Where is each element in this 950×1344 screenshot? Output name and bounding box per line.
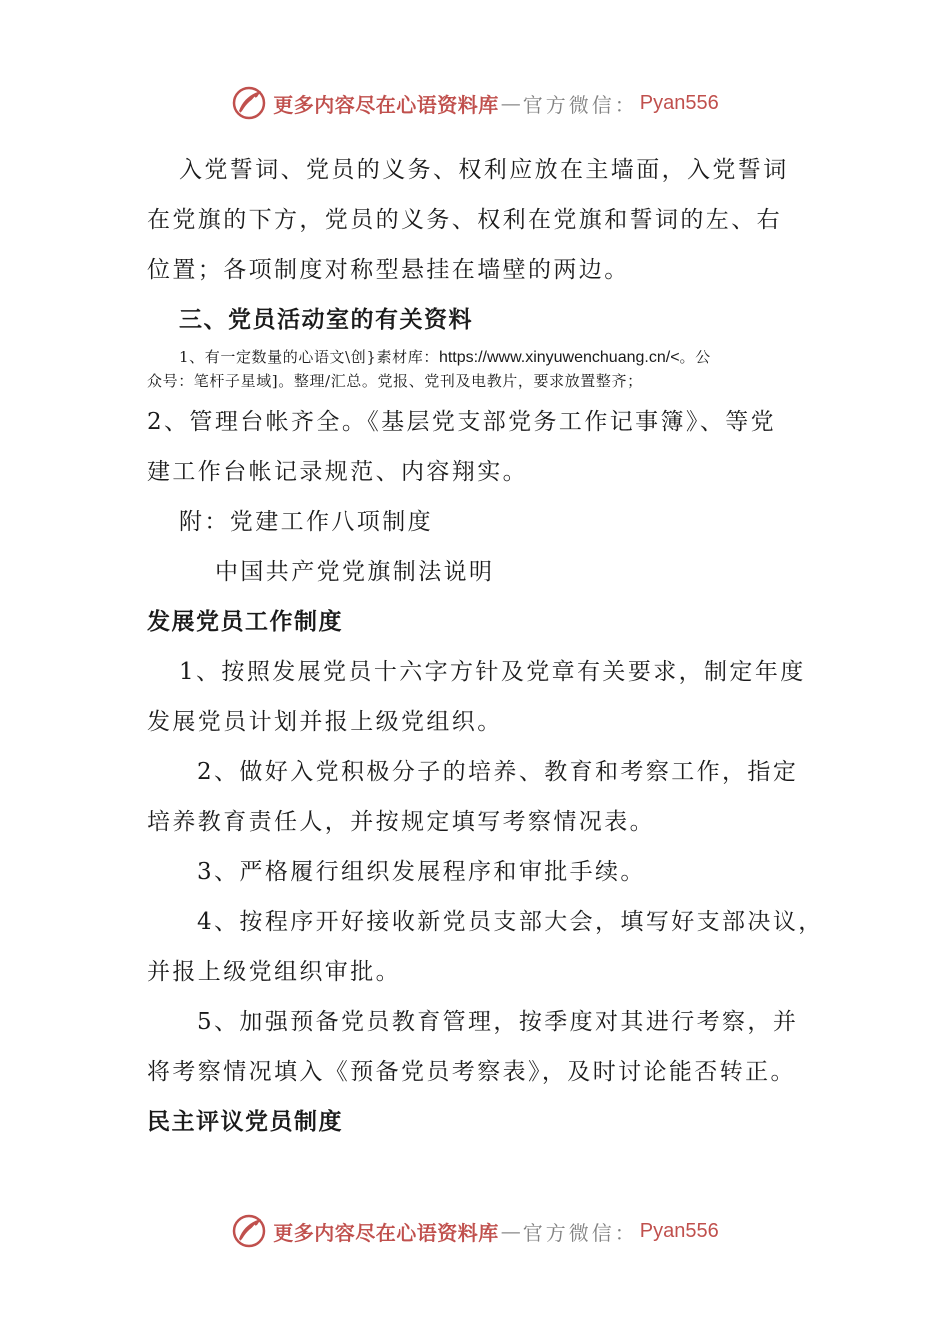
banner-main-text: 更多内容尽在心语资料库 xyxy=(273,92,499,117)
banner-wechat-id: Pyan556 xyxy=(639,91,719,114)
paragraph-line: 将考察情况填入《预备党员考察表》，及时讨论能否转正。 xyxy=(147,1059,796,1085)
header-banner xyxy=(0,78,950,128)
pen-logo-icon xyxy=(231,1213,267,1249)
pen-logo-icon xyxy=(231,85,267,121)
appendix-title: 附：党建工作八项制度 xyxy=(179,509,433,535)
banner-separator: — xyxy=(500,1219,521,1243)
note-line: 众号：笔杆子星域]。整理/汇总。党报、党刊及电教片，要求放置整齐； xyxy=(147,372,643,390)
section-heading: 三、党员活动室的有关资料 xyxy=(179,307,473,333)
paragraph-line: 2、做好入党积极分子的培养、教育和考察工作，指定 xyxy=(197,759,799,785)
banner-wechat-label: 官方微信： xyxy=(522,92,638,117)
paragraph-line: 并报上级党组织审批。 xyxy=(147,959,401,985)
note-text: 。公 xyxy=(679,348,711,366)
website-link[interactable]: https://www.xinyuwenchuang.cn/< xyxy=(438,349,680,366)
paragraph-line: 建工作台帐记录规范、内容翔实。 xyxy=(147,459,528,485)
section-heading: 发展党员工作制度 xyxy=(147,609,343,635)
paragraph-line: 3、严格履行组织发展程序和审批手续。 xyxy=(197,859,646,885)
paragraph-line: 4、按程序开好接收新党员支部大会，填写好支部决议， xyxy=(197,909,824,935)
paragraph-line: 位置；各项制度对称型悬挂在墙壁的两边。 xyxy=(147,257,630,283)
note-line xyxy=(147,345,827,369)
banner-main-text: 更多内容尽在心语资料库 xyxy=(273,1220,499,1245)
paragraph-line: 2、管理台帐齐全。《基层党支部党务工作记事簿》、等党 xyxy=(147,409,777,435)
note-text: 1、有一定数量的心语文\创}素材库： xyxy=(179,348,439,366)
paragraph-line: 1、按照发展党员十六字方针及党章有关要求，制定年度 xyxy=(179,659,806,685)
resource-note xyxy=(147,345,827,397)
paragraph-line: 在党旗的下方，党员的义务、权利在党旗和誓词的左、右 xyxy=(147,207,782,233)
banner-wechat-label: 官方微信： xyxy=(522,1220,638,1245)
paragraph-line: 5、加强预备党员教育管理，按季度对其进行考察，并 xyxy=(197,1009,799,1035)
paragraph-line: 入党誓词、党员的义务、权利应放在主墙面，入党誓词 xyxy=(179,157,789,183)
paragraph-line: 发展党员计划并报上级党组织。 xyxy=(147,709,503,735)
footer-banner xyxy=(0,1206,950,1256)
banner-separator: — xyxy=(500,91,521,115)
banner-wechat-id: Pyan556 xyxy=(639,1219,719,1242)
flag-notes-title: 中国共产党党旗制法说明 xyxy=(215,559,495,585)
section-heading: 民主评议党员制度 xyxy=(147,1109,343,1135)
paragraph-line: 培养教育责任人，并按规定填写考察情况表。 xyxy=(147,809,655,835)
document-body xyxy=(147,145,827,1147)
